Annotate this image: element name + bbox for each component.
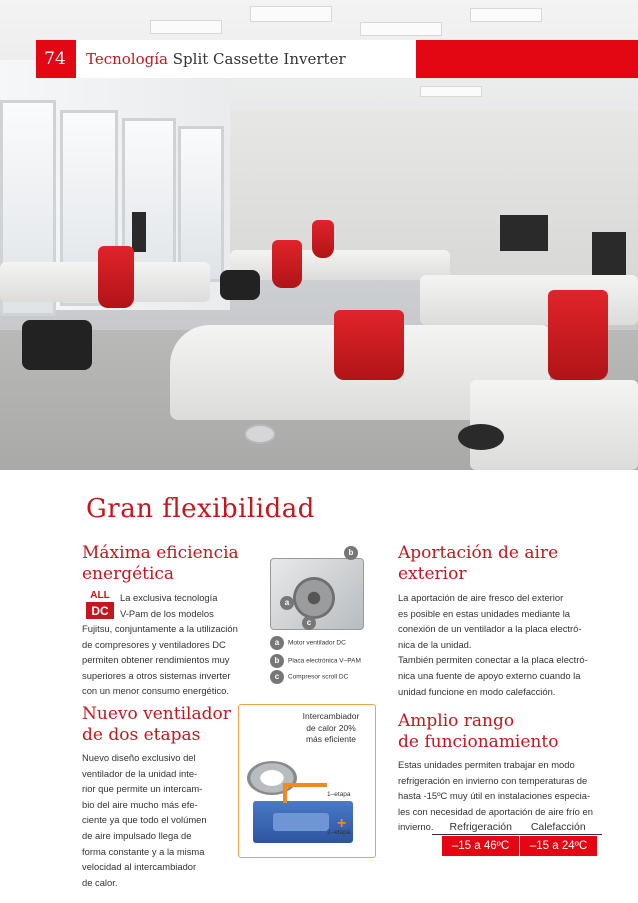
ceiling-light [420,86,482,97]
airflow-arrow [283,783,327,787]
body-line: nica de la unidad. [398,638,472,650]
heading-line: Amplio rango [398,711,515,731]
body-line: ventilador de la unidad inte- [82,767,198,779]
legend-row [270,636,346,650]
header-title [76,40,416,78]
range-value-heating: –15 a 24ºC [529,840,588,852]
body-line: es posible en estas unidades mediante la [398,607,570,619]
legend-marker: b [270,654,284,668]
page-number: 74 [44,49,66,69]
heading-amplio-rango [398,711,558,753]
body-line: rior que permite un intercam- [82,783,203,795]
printer [500,215,548,251]
maxima-text [82,621,252,699]
body-line: de aire impulsado llega de [82,829,192,841]
desk-grommet [244,424,276,444]
heading-line: Aportación de aire [398,543,559,563]
label-line: Intercambiador [302,711,360,721]
operating-range-table [442,818,597,856]
legend-label: Compresor scroll DC [288,673,349,681]
red-chair [548,290,608,380]
legend-label: Placa electrónica V–PAM [288,657,361,665]
ceiling-light [150,20,222,34]
body-line: La aportación de aire fresco del exterior [398,592,564,603]
red-chair [272,240,302,288]
red-chair [98,246,134,308]
plus-icon: + [337,815,347,832]
body-line: unidad funcione en modo calefacción. [398,685,556,697]
heading-line: Máxima eficiencia [82,543,239,563]
header-title-part1: Tecnología [86,50,168,68]
heading-line: de dos etapas [82,725,201,745]
range-header-cooling: Refrigeración [449,821,512,833]
desk [230,250,450,280]
body-line: También permiten conectar a la placa electró- [398,654,588,666]
airflow-arrow [283,783,287,803]
body-line: de calor. [82,876,118,888]
heading-line: energética [82,564,175,584]
red-chair [334,310,404,380]
monitor [132,212,146,252]
outdoor-unit-image [270,558,364,630]
ceiling-light [250,6,332,22]
header-title-part2: Split Cassette Inverter [172,50,346,68]
badge-top-text: ALL [86,590,114,603]
legend-row [270,670,348,684]
body-line: superiores a otros sistemas inverter [82,669,231,681]
body-line: La exclusiva tecnología [120,592,218,603]
ceiling-light [360,22,442,36]
exchanger-label [289,711,373,746]
body-line: forma constante y a la misma [82,845,205,857]
fan-impeller [273,813,329,831]
body-line: hasta -15ºC muy útil en instalaciones especia- [398,790,591,802]
body-line: Estas unidades permiten trabajar en modo [398,759,575,770]
body-line: de compresores y ventiladores DC [82,638,226,650]
heading-line: exterior [398,564,467,584]
marker-b: b [344,546,358,560]
legend-marker: a [270,636,284,650]
legend-label: Motor ventilador DC [288,639,346,647]
body-line: Nuevo diseño exclusivo del [82,752,196,763]
body-line: nica una fuente de apoyo externo cuando la [398,669,581,681]
body-line: V-Pam de los modelos [120,607,214,619]
heat-exchanger-diagram [238,704,376,858]
range-values [442,836,597,856]
red-chair [312,220,334,258]
body-line: les con necesidad de aportación de aire frío en [398,805,593,817]
badge-bottom-text: DC [86,603,114,619]
body-line: velocidad al intercambiador [82,861,197,873]
all-dc-badge [86,590,114,618]
marker-a: a [280,596,294,610]
black-chair [220,270,260,300]
outdoor-unit-diagram [258,544,370,684]
stage1-label: 1–etapa [327,791,351,798]
computer-mouse [458,424,504,450]
body-line: permiten obtener rendimientos muy [82,654,230,666]
label-line: más eficiente [305,734,357,744]
body-line: bio del aire mucho más efe- [82,798,198,810]
window [178,126,224,282]
heading-line: Nuevo ventilador [82,704,231,724]
body-line: conexión de un ventilador a la placa electró- [398,623,582,635]
ventilador-text [82,750,232,890]
body-line: invierno. [398,821,434,833]
heading-maxima-eficiencia [82,543,239,585]
marker-c: c [302,616,316,630]
heading-line: de funcionamiento [398,732,559,752]
fan-icon [293,577,335,619]
body-line: Fujitsu, conjuntamente a la utilización [82,623,238,634]
label-line: de calor 20% [306,722,356,733]
fan-ring-icon [247,761,297,795]
black-chair [22,320,92,370]
aportacion-text [398,590,618,699]
body-line: refrigeración en invierno con temperaturas de [398,774,588,786]
desk [470,380,638,470]
heading-ventilador [82,704,231,746]
stage2-label: 2–etapa [327,829,351,836]
ceiling-light [470,8,542,22]
range-header-heating: Calefacción [530,821,586,833]
header-bar [36,40,638,78]
heading-aportacion [398,543,558,585]
maxima-text-indent [120,590,217,621]
range-value-cooling: –15 a 46ºC [442,836,520,856]
main-title: Gran flexibilidad [86,494,315,524]
body-line: con un menor consumo energético. [82,685,229,697]
body-line: ciente ya que todo el volúmen [82,814,207,826]
legend-row [270,654,361,668]
legend-marker: c [270,670,284,684]
range-header [442,818,597,836]
